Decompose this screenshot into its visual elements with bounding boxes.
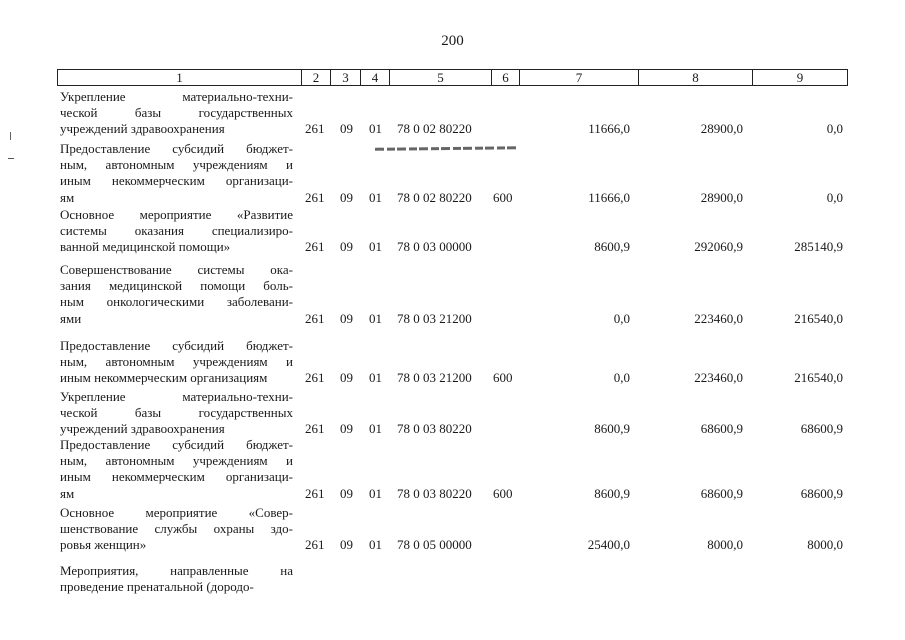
description-line: системы оказания специализиро- — [60, 223, 293, 239]
cell-c5: 78 0 03 80220 — [397, 485, 472, 501]
description-line: Мероприятия, направленные на — [60, 563, 293, 578]
description-line: ным, автономным учреждениям и — [60, 354, 293, 370]
header-col-2: 2 — [301, 69, 331, 86]
header-col-3: 3 — [330, 69, 361, 86]
description-line: иным некоммерческим организаци- — [60, 173, 293, 189]
header-col-8: 8 — [638, 69, 753, 86]
description-line: Укрепление материально-техни- — [60, 89, 293, 104]
cell-c3: 09 — [340, 537, 353, 553]
cell-c4: 01 — [369, 421, 382, 437]
row-description — [60, 262, 293, 327]
cell-c5: 78 0 03 00000 — [397, 239, 472, 255]
description-line: ванной медицинской помощи» — [60, 239, 231, 255]
description-line: Основное мероприятие «Совер- — [60, 505, 293, 520]
description-line: шенствование службы охраны здо- — [60, 521, 293, 537]
description-line: ями — [60, 310, 82, 326]
header-col-4: 4 — [360, 69, 390, 86]
cell-c2: 261 — [305, 485, 325, 501]
cell-c9: 216540,0 — [794, 370, 843, 386]
description-line: ям — [60, 189, 75, 205]
description-line: Предоставление субсидий бюджет- — [60, 141, 293, 156]
cell-c6: 600 — [493, 370, 513, 386]
description-line: Предоставление субсидий бюджет- — [60, 437, 293, 452]
description-line: иным некоммерческим организаци- — [60, 469, 293, 485]
row-description — [60, 389, 293, 438]
cell-c8: 68600,9 — [700, 485, 743, 501]
cell-c9: 8000,0 — [807, 537, 843, 553]
description-line: учреждений здравоохранения — [60, 421, 225, 437]
cell-c5: 78 0 05 00000 — [397, 537, 472, 553]
cell-c9: 0,0 — [826, 189, 843, 205]
cell-c7: 8600,9 — [594, 421, 630, 437]
cell-c5: 78 0 03 21200 — [397, 370, 472, 386]
cell-c3: 09 — [340, 421, 353, 437]
description-line: Предоставление субсидий бюджет- — [60, 338, 293, 353]
cell-c7: 11666,0 — [588, 121, 630, 137]
description-line: учреждений здравоохранения — [60, 121, 225, 137]
cell-c5: 78 0 02 80220 — [397, 189, 472, 205]
description-line: ным, автономным учреждениям и — [60, 453, 293, 469]
row-description — [60, 89, 293, 138]
cell-c2: 261 — [305, 537, 325, 553]
cell-c2: 261 — [305, 239, 325, 255]
cell-c7: 8600,9 — [594, 239, 630, 255]
page-number: 200 — [441, 33, 464, 49]
header-col-7: 7 — [519, 69, 639, 86]
description-line: Основное мероприятие «Развитие — [60, 207, 293, 222]
cell-c6: 600 — [493, 189, 513, 205]
margin-mark — [8, 158, 14, 159]
cell-c2: 261 — [305, 189, 325, 205]
cell-c4: 01 — [369, 370, 382, 386]
row-description — [60, 437, 293, 502]
cell-c4: 01 — [369, 537, 382, 553]
cell-c3: 09 — [340, 239, 353, 255]
cell-c4: 01 — [369, 121, 382, 137]
handwritten-strike — [375, 146, 519, 151]
cell-c5: 78 0 03 80220 — [397, 421, 472, 437]
cell-c7: 11666,0 — [588, 189, 630, 205]
description-line: проведение пренатальной (дородо- — [60, 579, 254, 595]
description-line: зания медицинской помощи боль- — [60, 278, 293, 294]
cell-c4: 01 — [369, 310, 382, 326]
cell-c6: 600 — [493, 485, 513, 501]
cell-c9: 68600,9 — [800, 421, 843, 437]
header-col-5: 5 — [389, 69, 492, 86]
description-line: ческой базы государственных — [60, 105, 293, 121]
cell-c8: 223460,0 — [694, 310, 743, 326]
cell-c3: 09 — [340, 485, 353, 501]
cell-c9: 285140,9 — [794, 239, 843, 255]
cell-c7: 25400,0 — [587, 537, 630, 553]
description-line: ным онкологическими заболевани- — [60, 294, 293, 310]
cell-c8: 223460,0 — [694, 370, 743, 386]
cell-c2: 261 — [305, 310, 325, 326]
cell-c5: 78 0 03 21200 — [397, 310, 472, 326]
cell-c2: 261 — [305, 421, 325, 437]
description-line: ям — [60, 485, 75, 501]
cell-c8: 28900,0 — [700, 121, 743, 137]
cell-c9: 68600,9 — [800, 485, 843, 501]
description-line: иным некоммерческим организациям — [60, 370, 268, 386]
description-line: Совершенствование системы ока- — [60, 262, 293, 277]
header-col-6: 6 — [491, 69, 520, 86]
row-description — [60, 207, 293, 256]
cell-c3: 09 — [340, 121, 353, 137]
header-col-1: 1 — [57, 69, 302, 86]
cell-c9: 216540,0 — [794, 310, 843, 326]
description-line: Укрепление материально-техни- — [60, 389, 293, 404]
description-line: ческой базы государственных — [60, 405, 293, 421]
cell-c9: 0,0 — [826, 121, 843, 137]
cell-c5: 78 0 02 80220 — [397, 121, 472, 137]
cell-c2: 261 — [305, 370, 325, 386]
cell-c3: 09 — [340, 370, 353, 386]
cell-c4: 01 — [369, 189, 382, 205]
row-description — [60, 563, 293, 595]
cell-c4: 01 — [369, 239, 382, 255]
cell-c8: 68600,9 — [700, 421, 743, 437]
row-description — [60, 338, 293, 387]
description-line: ровья женщин» — [60, 537, 147, 553]
margin-mark — [10, 132, 11, 140]
description-line: ным, автономным учреждениям и — [60, 157, 293, 173]
cell-c8: 8000,0 — [707, 537, 743, 553]
cell-c2: 261 — [305, 121, 325, 137]
row-description — [60, 505, 293, 554]
cell-c4: 01 — [369, 485, 382, 501]
row-description — [60, 141, 293, 206]
cell-c7: 0,0 — [613, 370, 630, 386]
cell-c8: 28900,0 — [700, 189, 743, 205]
header-col-9: 9 — [752, 69, 848, 86]
cell-c8: 292060,9 — [694, 239, 743, 255]
cell-c3: 09 — [340, 310, 353, 326]
cell-c7: 8600,9 — [594, 485, 630, 501]
cell-c3: 09 — [340, 189, 353, 205]
cell-c7: 0,0 — [613, 310, 630, 326]
